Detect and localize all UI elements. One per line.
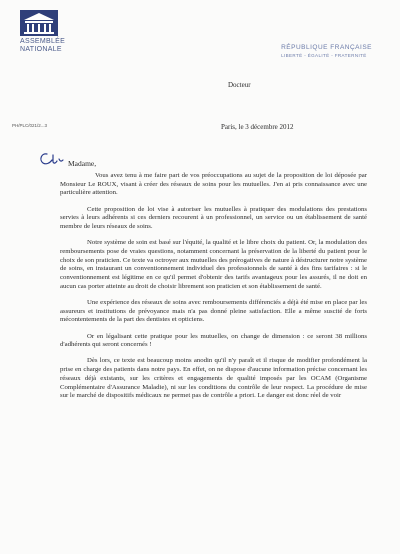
body-paragraph: Cette proposition de loi vise à autoriser les mutuelles à pratiquer des modulations des prestations servies à leurs adhérents si ces derniers recourent à un professionnel, un service ou un établissement de santé membre de leurs réseaux de soins. xyxy=(60,205,367,231)
org-name-line1: ASSEMBLÉE xyxy=(20,38,66,45)
body-paragraph: Vous avez tenu à me faire part de vos préoccupations au sujet de la proposition de loi déposée par Monsieur Le ROUX, visant à créer des réseaux de soins pour les mutuelles. J'en ai pris connaissance avec une particulière attention. xyxy=(60,172,367,197)
reference-code: PH/PLC/021/2...3 xyxy=(12,123,48,128)
letter-date: Paris, le 3 décembre 2012 xyxy=(221,123,294,131)
letter-body xyxy=(60,172,367,408)
org-name-line2: NATIONALE xyxy=(20,46,62,53)
assemblee-building-icon xyxy=(20,10,58,36)
republic-header xyxy=(281,44,372,58)
body-paragraph: Dès lors, ce texte est beaucoup moins anodin qu'il n'y paraît et il risque de modifier profondément la prise en charge des patients dans notre pays. En effet, on ne dispose d'aucune information précise concernant les réseaux déjà existants, sur les critères et engagements de qualité imposés par les OCAM (Organisme Complémentaire d'Assurance Maladie), ni sur les conditions du contrôle de leur respect. La procédure de mise sur le marché de dispositifs médicaux ne permet pas de contrôle a priori. Le danger est donc réel de voir xyxy=(60,357,367,400)
body-paragraph: Notre système de soin est basé sur l'équité, la qualité et le libre choix du patient. Or, la modulation des remboursements pose de vraies questions, notamment concernant la préservation de la liberté du patient pour le choix de son praticien. Ce texte va octroyer aux mutuelles des prérogatives de nature à déstructurer notre système de soins, en instaurant un conventionnement individuel des professionnels de santé à des fins tarifaires : si le conventionnement est légitime en ce qu'il permet d'obtenir des tarifs avantageux pour les assurés, il ne doit en aucun cas porter atteinte au droit de choisir librement son praticien et son établissement de santé. xyxy=(60,239,367,290)
republic-motto: LIBERTÉ - ÉGALITÉ - FRATERNITÉ xyxy=(281,53,367,58)
handwritten-initials-signature xyxy=(38,151,64,172)
republic-title: RÉPUBLIQUE FRANÇAISE xyxy=(281,44,372,51)
body-paragraph: Or en légalisant cette pratique pour les mutuelles, on change de dimension : ce seront 38 millions d'adhérents qui seront concernés ! xyxy=(60,332,367,349)
sender-title: Docteur xyxy=(228,81,251,89)
body-paragraph: Une expérience des réseaux de soins avec remboursements différenciés a déjà été mise en place par les assureurs et institutions de prévoyance mais n'a pas donné pleine satisfaction. Elle a même suscité de forts mécontentements de la part des dentistes et opticiens. xyxy=(60,298,367,324)
assemblee-logo xyxy=(20,10,80,54)
salutation: Madame, xyxy=(68,159,97,168)
